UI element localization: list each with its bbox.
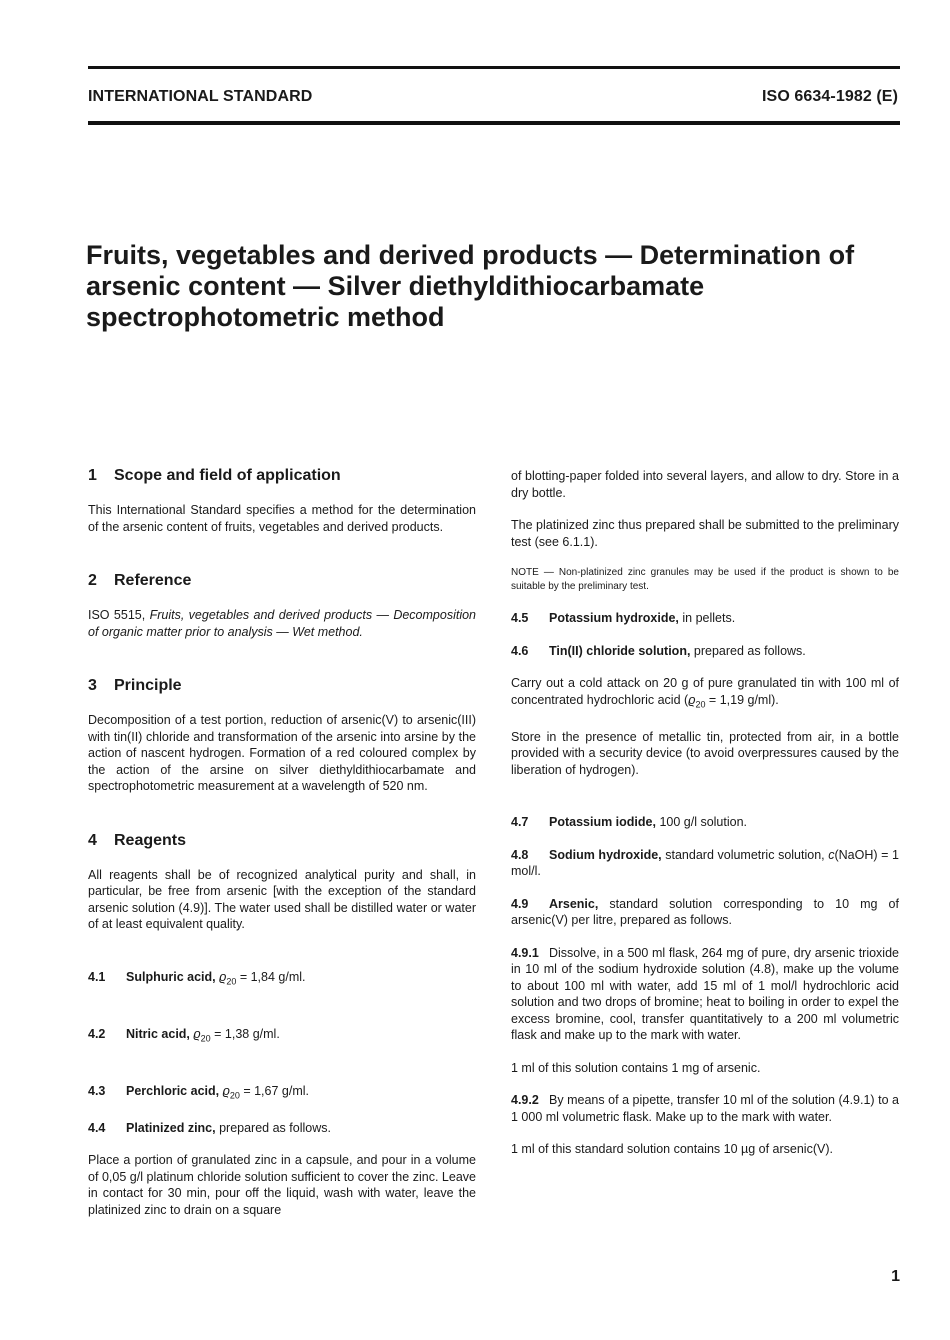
page-number: 1 (891, 1268, 900, 1285)
density-subscript: 20 (695, 699, 706, 709)
section-number: 2 (88, 572, 97, 589)
clause-text: standard solution corresponding to 10 mg of arsenic(V) per litre, prepared as follows. (511, 896, 899, 927)
clause-name: Platinized zinc, (126, 1120, 216, 1135)
clause-number: 4.1 (88, 969, 106, 984)
clause-number: 4.8 (511, 847, 529, 862)
clause-name: Tin(II) chloride solution, (549, 643, 691, 658)
section-title: Reagents (114, 831, 187, 849)
header-bottom-rule (88, 121, 900, 125)
clause-name: Sulphuric acid, (126, 969, 216, 984)
clause-number: 4.5 (511, 611, 529, 625)
density-subscript: 20 (200, 1033, 211, 1043)
top-rule (88, 66, 900, 69)
right-column (511, 468, 899, 1158)
clause-number: 4.7 (511, 815, 529, 829)
clause-text: = 1,67 g/ml. (239, 1083, 309, 1098)
clause-4-5 (511, 610, 899, 627)
section-1-heading (88, 466, 476, 486)
section-title: Principle (114, 677, 182, 694)
density-subscript: 20 (229, 1090, 240, 1100)
clause-4-6-paragraph-2: Store in the presence of metallic tin, protected from air, in a bottle provided with a security device (to avoid overpressures caused by the liberation of hydrogen). (511, 729, 899, 777)
clause-4-9 (511, 896, 899, 929)
clause-text: = 1,84 g/ml. (236, 969, 306, 984)
clause-4-4-paragraph-2: The platinized zinc thus prepared shall be submitted to the preliminary test (see 6.1.1). (511, 518, 899, 549)
section-3-paragraph: Decomposition of a test portion, reduction of arsenic(V) to arsenic(III) with tin(II) chloride and transformation of the arsenic into arsine by the action of nascent hydrogen. Formation of a red coloured complex by the action of the arsine on silver diethyldithiocarbamate and spectrophotometric measurement at a wavelength of 520 nm. (88, 713, 476, 793)
clause-4-4-paragraph: Place a portion of granulated zinc in a capsule, and pour in a volume of 0,05 g/l platinum chloride solution sufficient to cover the zinc. Leave in contact for 30 min, pour off the liquid, wash with water, leave the platinized zinc to drain on a square (88, 1153, 476, 1217)
section-4-heading (88, 831, 476, 851)
section-number: 1 (88, 467, 97, 484)
clause-4-9-1 (511, 945, 899, 1044)
header-document-number: ISO 6634-1982 (E) (762, 88, 898, 105)
clause-text: = 1,19 g/ml). (705, 692, 779, 707)
document-title: Fruits, vegetables and derived products — Determination of arsenic content — Silver diethyldithiocarbamate spectrophotometric method (86, 240, 855, 332)
clause-4-4 (88, 1120, 476, 1137)
section-number: 3 (88, 677, 97, 694)
clause-name: Perchloric acid, (126, 1083, 220, 1098)
clause-name: Potassium iodide, (549, 815, 656, 829)
density-symbol: ϱ (193, 1026, 201, 1041)
clause-number: 4.9.1 (511, 945, 539, 960)
header-standard-label: INTERNATIONAL STANDARD (88, 88, 313, 105)
clause-4-9-2-result: 1 ml of this standard solution contains 10 µg of arsenic(V). (511, 1142, 833, 1156)
section-title: Scope and field of application (114, 467, 341, 484)
clause-text: prepared as follows. (215, 1120, 331, 1135)
clause-text: = 1,38 g/ml. (210, 1026, 280, 1041)
clause-4-6 (511, 643, 899, 660)
section-title: Reference (114, 572, 192, 589)
clause-text: Carry out a cold attack on 20 g of pure granulated tin with 100 ml of concentrated hydrochloric acid ( (511, 676, 899, 707)
clause-number: 4.2 (88, 1026, 106, 1041)
reference-title: Fruits, vegetables and derived products — Decomposition of organic matter prior to analysis — Wet method. (88, 608, 476, 639)
clause-name: Arsenic, (549, 896, 599, 911)
clause-number: 4.3 (88, 1083, 106, 1098)
density-symbol: ϱ (222, 1083, 230, 1098)
clause-text: in pellets. (678, 611, 736, 625)
clause-number: 4.6 (511, 643, 529, 658)
clause-name: Potassium hydroxide, (549, 611, 679, 625)
clause-4-4-paragraph-continued: of blotting-paper folded into several layers, and allow to dry. Store in a dry bottle. (511, 469, 899, 500)
section-2-paragraph (88, 607, 476, 640)
clause-text: 100 g/l solution. (655, 815, 748, 829)
section-3-heading (88, 676, 476, 696)
clause-name: Sodium hydroxide, (549, 847, 662, 862)
density-symbol: ϱ (688, 692, 696, 707)
clause-4-3 (88, 1083, 476, 1104)
clause-number: 4.9 (511, 896, 529, 911)
clause-4-6-paragraph-1 (511, 675, 899, 713)
note: NOTE — Non-platinized zinc granules may be used if the product is shown to be suitable by the preliminary test. (511, 567, 899, 592)
clause-4-9-1-result: 1 ml of this solution contains 1 mg of arsenic. (511, 1060, 761, 1075)
section-1-paragraph: This International Standard specifies a method for the determination of the arsenic content of fruits, vegetables and derived products. (88, 503, 476, 534)
clause-number: 4.4 (88, 1120, 106, 1135)
clause-text: (NaOH) = 1 mol/l. (511, 847, 899, 878)
clause-text: standard volumetric solution, (661, 847, 829, 862)
section-2-heading (88, 571, 476, 591)
clause-name: Nitric acid, (126, 1026, 190, 1041)
reference-code: ISO 5515, (88, 608, 150, 622)
concentration-symbol: c (828, 847, 835, 862)
clause-4-1 (88, 969, 476, 990)
density-subscript: 20 (226, 976, 237, 986)
clause-text: prepared as follows. (690, 643, 806, 658)
clause-text: By means of a pipette, transfer 10 ml of the solution (4.9.1) to a 1 000 ml volumetric flask. Make up to the mark with water. (511, 1093, 899, 1124)
left-column (88, 466, 476, 1218)
density-symbol: ϱ (219, 969, 227, 984)
clause-4-7 (511, 814, 899, 831)
clause-text: Dissolve, in a 500 ml flask, 264 mg of pure, dry arsenic trioxide in 10 ml of the sodium hydroxide solution (4.8), make up the volume to about 100 ml with water, add 15 ml of 1 mol/l hydrochloric acid solution and two drops of bromine; heat to boiling in order to expel the excess bromine, cool, transfer quantitatively to a 200 ml volumetric flask and make up to the mark with water. (511, 945, 899, 1042)
clause-4-9-2 (511, 1092, 899, 1125)
clause-4-2 (88, 1026, 476, 1047)
section-4-paragraph: All reagents shall be of recognized analytical purity and shall, in particular, be free from arsenic [with the exception of the standard arsenic solution (4.9)]. The water used shall be distilled water or water of at least equivalent quality. (88, 867, 476, 931)
section-number: 4 (88, 831, 97, 849)
clause-4-8 (511, 847, 899, 880)
clause-number: 4.9.2 (511, 1093, 539, 1107)
